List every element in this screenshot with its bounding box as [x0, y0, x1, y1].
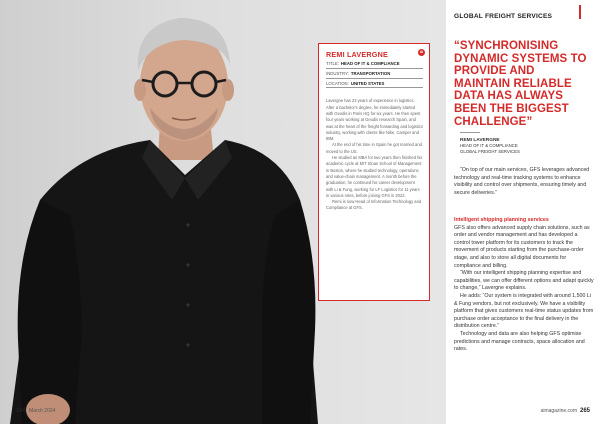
row-label: LOCATION: [326, 80, 349, 86]
ai-logo-icon: AI [419, 50, 424, 54]
bio-paragraph: Lavergne has 23 years of experience in logistics. After a bachelor's degree, he immediately started with Geodis in Paris HQ for six years. He then spent four years working at Geodis research Spain, and was at the heart of the freight forwarding and logistics industry, working with clients like Nike, Camper and IBM. [326, 98, 423, 142]
bio-paragraph: Remi is now Head of Information Technology and Compliance at GFS. [326, 199, 422, 211]
body-intro [454, 167, 594, 197]
right-page-footer [541, 408, 590, 414]
profile-name: REMI LAVERGNE [326, 50, 388, 59]
profile-bio [326, 98, 423, 211]
left-page-number: 264 [16, 408, 27, 414]
attribution-company: GLOBAL FREIGHT SERVICES [460, 148, 520, 154]
body-paragraph: GFS also offers advanced supply chain solutions, such as order and vendor management and has developed a control tower platform for its customers to track the movement of products starting from the purchase-order stage, and also to store all digital documents for compliance and billing. [454, 224, 590, 269]
attribution-title: HEAD OF IT & COMPLIANCE [460, 143, 518, 149]
row-label: INDUSTRY: [326, 70, 349, 76]
attribution-name: REMI LAVERGNE [460, 138, 500, 143]
right-page [446, 0, 600, 424]
body-main [454, 217, 594, 354]
bio-paragraph: He studied an MBA for two years then finished his academic cycle at MIT Sloan School of Management in Boston, where he studied technology, operations and value-chain management. A month before the graduation, he continued his career development with Li & Fung, working for LF Logistics for 11 years in various roles, before joining GFS in 2022. [326, 155, 423, 198]
profile-location-row [326, 79, 423, 89]
left-page-footer [16, 408, 55, 414]
divider [460, 132, 480, 133]
body-paragraph: “On top of our main services, GFS leverages advanced technology and real-time tracking systems to enhance visibility and control over shipments, ensuring timely and secure deliveries.” [454, 167, 590, 196]
accent-bar [579, 5, 581, 19]
body-paragraph: Technology and data are also helping GFS optimise predictions and manage contracts, space allocation and rates. [454, 330, 585, 353]
subheading: Intelligent shipping planning services [454, 217, 549, 223]
bio-paragraph: At the end of his time in Spain he got married and moved to the US. [326, 142, 422, 154]
profile-card [318, 43, 430, 301]
row-value: UNITED STATES [350, 80, 385, 86]
pull-quote: “SYNCHRONISING DYNAMIC SYSTEMS TO PROVIDE AND MAINTAIN RELIABLE DATA HAS ALWAYS BEEN THE BIGGEST CHALLENGE” [454, 40, 587, 128]
body-paragraph: “With our intelligent shipping planning expertise and capabilities, we can offer different options and adapt quickly to change,” Lavergne explains. [454, 270, 594, 292]
quote-attribution [460, 138, 520, 154]
right-page-number: 265 [579, 408, 590, 414]
website-link[interactable]: aimagazine.com [540, 408, 577, 414]
body-paragraph: He adds: “Our system is integrated with around 1,500 Li & Fung vendors, but not exclusively. We have a visibility platform that gives customers real-time status updates from purchase order acceptance to the final delivery in the distribution centre.” [454, 292, 594, 330]
profile-industry-row [326, 69, 423, 79]
row-label: TITLE: [326, 61, 339, 67]
issue-date: March 2024 [29, 408, 56, 414]
row-value: TRANSPORTATION [350, 70, 391, 76]
profile-title-row [326, 59, 423, 69]
section-header: GLOBAL FREIGHT SERVICES [454, 13, 553, 20]
row-value: HEAD OF IT & COMPLIANCE [340, 61, 400, 67]
